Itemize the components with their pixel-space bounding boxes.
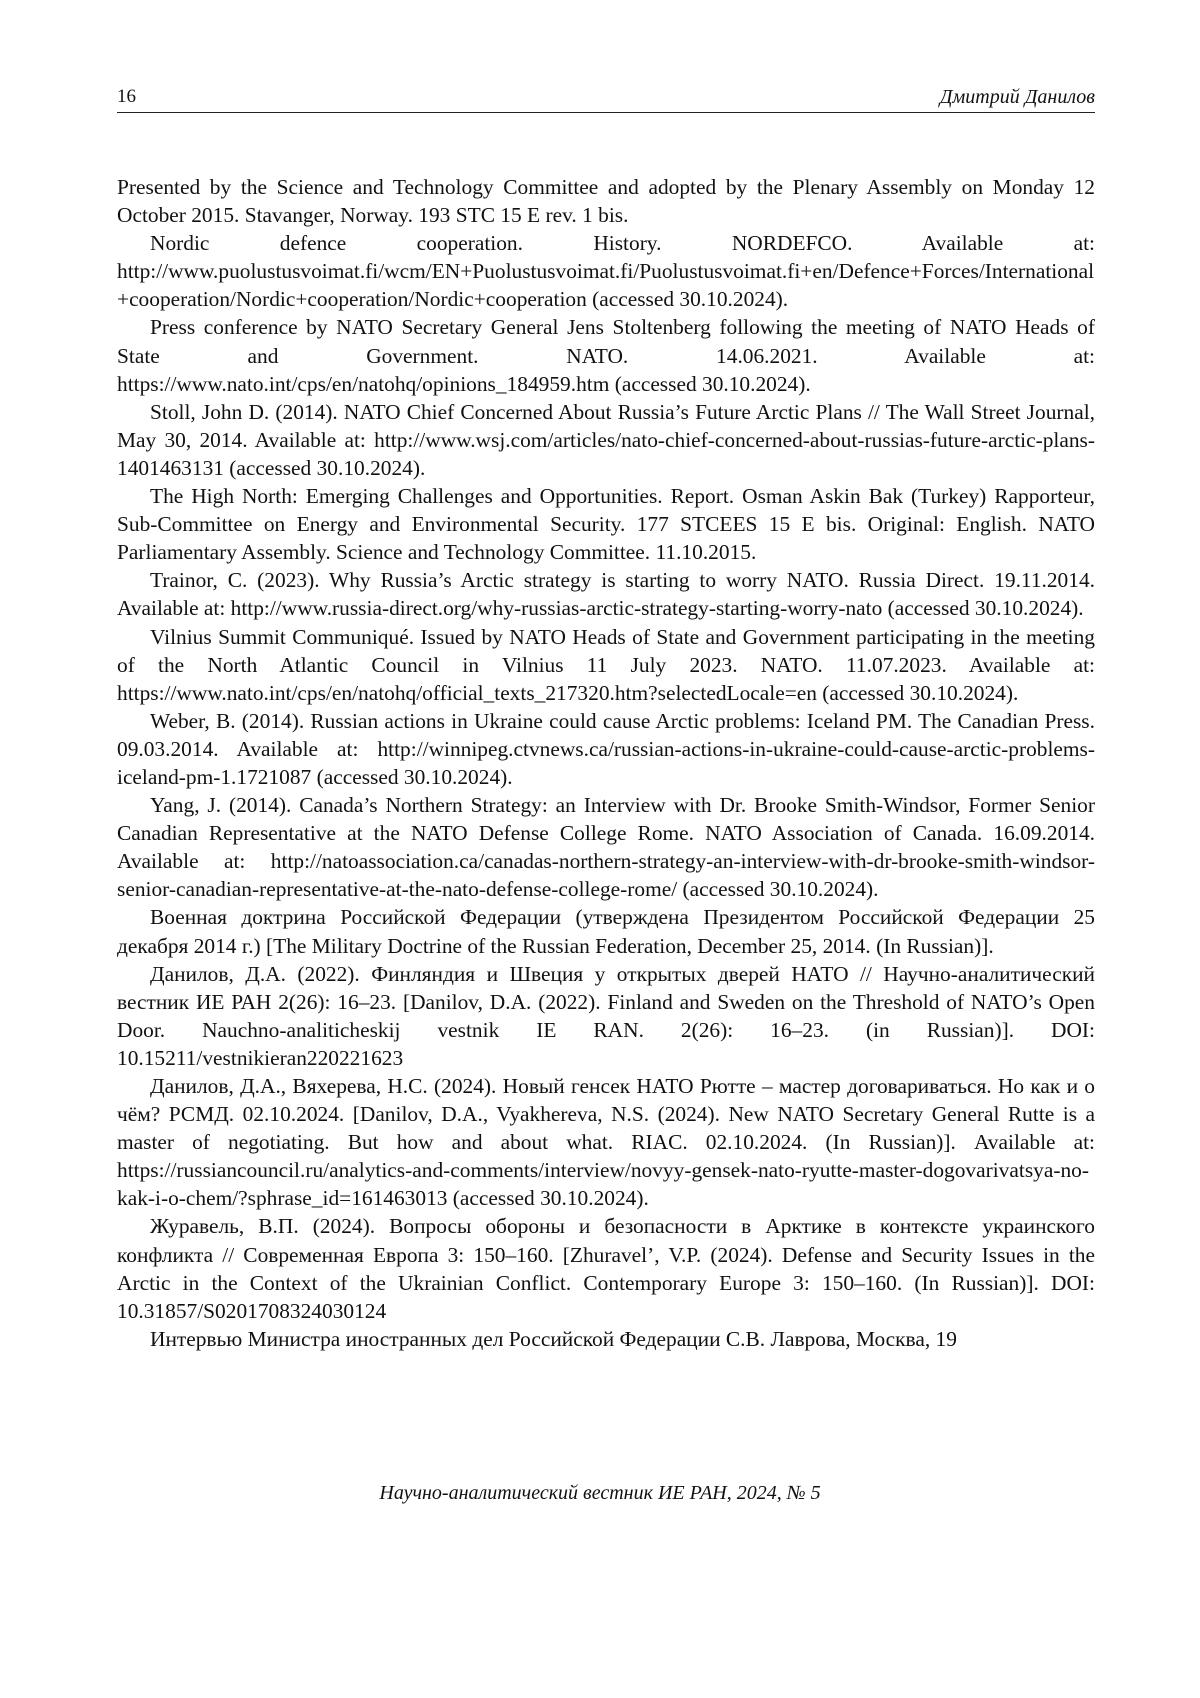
reference-list — [117, 173, 1095, 1353]
reference-item: Vilnius Summit Communiqué. Issued by NATO Heads of State and Government participating in the meeting of the North Atlantic Council in Vilnius 11 July 2023. NATO. 11.07.2023. Available at: https://www.nato.int/cps/en/natohq/official_texts_217320.htm?selectedLocale=en (accessed 30.10.2024). — [117, 624, 1095, 705]
reference-item: Press conference by NATO Secretary General Jens Stoltenberg following the meeting of NATO Heads of State and Government. NATO. 14.06.2021. Available at: https://www.nato.int/cps/en/natohq/opinions_184959.htm (accessed 30.10.2024). — [117, 315, 1095, 396]
running-author: Дмитрий Данилов — [939, 86, 1095, 108]
reference-item: The High North: Emerging Challenges and Opportunities. Report. Osman Askin Bak (Turkey) Rapporteur, Sub-Committee on Energy and Environmental Security. 177 STCEES 15 E bis. Original: English. NATO Parliamentary Assembly. Science and Technology Committee. 11.10.2015. — [117, 484, 1095, 565]
reference-item: Данилов, Д.А., Вяхерева, Н.С. (2024). Новый генсек НАТО Рютте – мастер договариваться. Но как и о чём? РСМД. 02.10.2024. [Danilov, D.A., Vyakhereva, N.S. (2024). New NATO Secretary General Rutte is a master of negotiating. But how and about what. RIAC. 02.10.2024. (In Russian)]. Available at: https://russiancouncil.ru/analytics-and-comments/interview/novyy-gensek-nato-ryutte-master-dogovarivatsya-no-kak-i-o-chem/?sphrase_id=161463013 (accessed 30.10.2024). — [117, 1074, 1095, 1211]
reference-item: Военная доктрина Российской Федерации (утверждена Президентом Российской Федерации 25 декабря 2014 г.) [The Military Doctrine of the Russian Federation, December 25, 2014. (In Russian)]. — [117, 905, 1095, 958]
journal-footer: Научно-аналитический вестник ИЕ РАН, 2024, № 5 — [379, 1482, 821, 1504]
reference-item: Yang, J. (2014). Canada’s Northern Strategy: an Interview with Dr. Brooke Smith-Windsor, Former Senior Canadian Representative at the NATO Defense College Rome. NATO Association of Canada. 16.09.2014. Available at: http://natoassociation.ca/canadas-northern-strategy-an-interview-with-dr-brooke-smith-windsor-senior-canadian-representative-at-the-nato-defense-college-rome/ (accessed 30.10.2024). — [117, 793, 1095, 902]
reference-item: Данилов, Д.А. (2022). Финляндия и Швеция у открытых дверей НАТО // Научно-аналитический вестник ИЕ РАН 2(26): 16–23. [Danilov, D.A. (2022). Finland and Sweden on the Threshold of NATO’s Open Door. Nauchno-analiticheskij vestnik IE RAN. 2(26): 16–23. (in Russian)]. DOI: 10.15211/vestnikieran220221623 — [117, 961, 1095, 1070]
reference-item: Stoll, John D. (2014). NATO Chief Concerned About Russia’s Future Arctic Plans // The Wall Street Journal, May 30, 2014. Available at: http://www.wsj.com/articles/nato-chief-concerned-about-russias-future-arctic-plans-1401463131 (accessed 30.10.2024). — [117, 399, 1095, 480]
page-number: 16 — [117, 86, 136, 107]
running-header — [117, 86, 1095, 113]
reference-item: Weber, B. (2014). Russian actions in Ukraine could cause Arctic problems: Iceland PM. The Canadian Press. 09.03.2014. Available at: http://winnipeg.ctvnews.ca/russian-actions-in-ukraine-could-cause-arctic-problems-iceland-pm-1.1721087 (accessed 30.10.2024). — [117, 708, 1095, 789]
reference-continuation: Presented by the Science and Technology Committee and adopted by the Plenary Assembly on Monday 12 October 2015. Stavanger, Norway. 193 STC 15 E rev. 1 bis. — [117, 175, 1095, 228]
reference-item: Nordic defence cooperation. History. NORDEFCO. Available at: http://www.puolustusvoimat.fi/wcm/EN+Puolustusvoimat.fi/Puolustusvoimat.fi+en/Defence+Forces/International+cooperation/Nordic+cooperation/Nordic+cooperation (accessed 30.10.2024). — [117, 231, 1095, 312]
reference-item: Журавель, В.П. (2024). Вопросы обороны и безопасности в Арктике в контексте украинского конфликта // Современная Европа 3: 150–160. [Zhuravel’, V.P. (2024). Defense and Security Issues in the Arctic in the Context of the Ukrainian Conflict. Contemporary Europe 3: 150–160. (In Russian)]. DOI: 10.31857/S0201708324030124 — [117, 1214, 1095, 1323]
reference-item: Интервью Министра иностранных дел Российской Федерации С.В. Лаврова, Москва, 19 — [150, 1326, 957, 1351]
reference-item: Trainor, C. (2023). Why Russia’s Arctic strategy is starting to worry NATO. Russia Direct. 19.11.2014. Available at: http://www.russia-direct.org/why-russias-arctic-strategy-starting-worry-nato (accessed 30.10.2024). — [117, 568, 1095, 621]
